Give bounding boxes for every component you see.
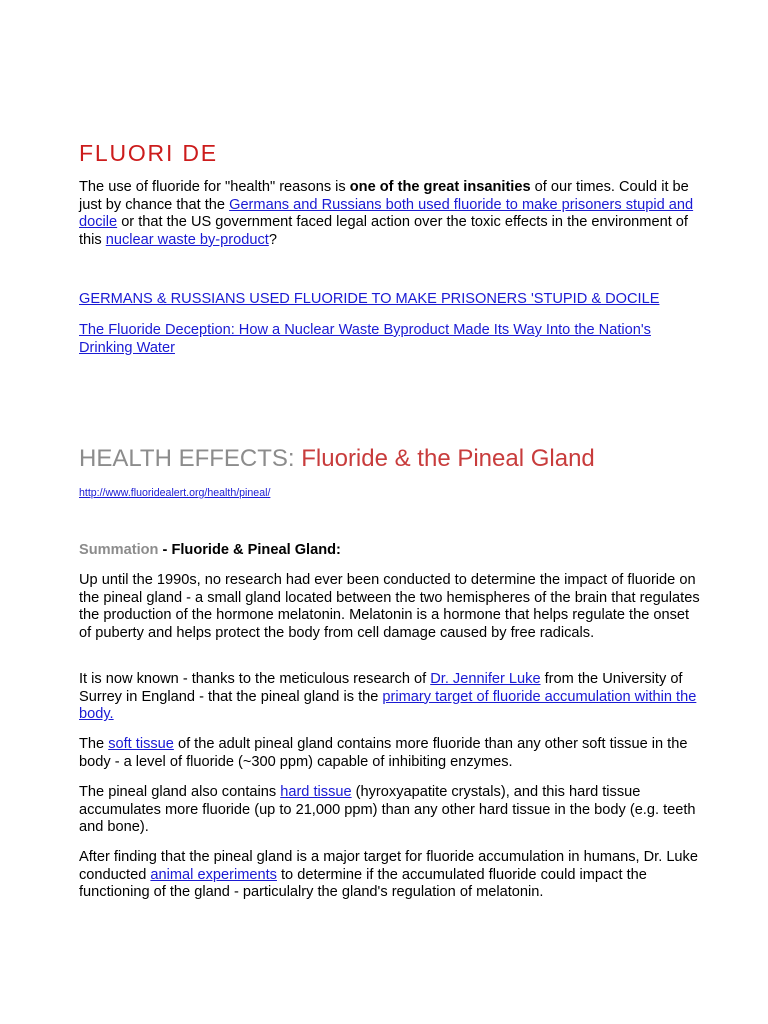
germans-russians-link[interactable]: Germans and Russians both used fluoride to make prisoners stupid and docile: [79, 196, 694, 231]
intro-paragraph: [79, 179, 705, 249]
intro-text: The use of fluoride for "health" reasons is: [79, 179, 350, 195]
paragraph-soft-tissue: [79, 736, 705, 771]
paragraph-text: The pineal gland also contains: [79, 784, 281, 800]
fluoridealert-url-link[interactable]: http://www.fluoridealert.org/health/pineal/: [79, 487, 271, 499]
paragraph-jennifer-luke: [79, 671, 705, 724]
primary-target-link[interactable]: primary target of fluoride accumulation within the body.: [79, 688, 697, 723]
germans-russians-article-link[interactable]: GERMANS & RUSSIANS USED FLUORIDE TO MAKE PRISONERS 'STUPID & DOCILE: [79, 291, 660, 307]
intro-text: or that the US government faced legal action over the toxic effects in the environment of this: [79, 214, 688, 248]
jennifer-luke-link[interactable]: Dr. Jennifer Luke: [430, 671, 541, 687]
paragraph-hard-tissue: [79, 784, 705, 837]
germans-link-paragraph: [79, 291, 705, 309]
paragraph-animal-experiments: [79, 849, 705, 902]
summation-title: - Fluoride & Pineal Gland:: [158, 542, 341, 558]
hard-tissue-link[interactable]: hard tissue: [280, 784, 352, 800]
health-effects-heading: [79, 445, 595, 473]
health-effects-lead: HEALTH EFFECTS:: [79, 445, 302, 472]
summation-label: Summation: [79, 542, 159, 558]
soft-tissue-link[interactable]: soft tissue: [108, 736, 174, 752]
intro-bold-text: one of the great insanities: [349, 179, 531, 195]
animal-experiments-link[interactable]: animal experiments: [150, 866, 277, 883]
page-title: FLUORI DE: [79, 140, 218, 166]
paragraph-text: The: [79, 736, 109, 752]
fluoride-deception-link[interactable]: The Fluoride Deception: How a Nuclear Waste Byproduct Made Its Way Into the Nation's Drinking Water: [79, 322, 651, 356]
paragraph-research-history: Up until the 1990s, no research had ever been conducted to determine the impact of fluoride on the pineal gland - a small gland located between the two hemispheres of the brain that regulates the production of the hormone melatonin. Melatonin is a hormone that helps regulate the onset of puberty and helps protect the body from cell damage caused by free radicals.: [79, 572, 700, 641]
paragraph-text: After finding that the pineal gland is a major target for fluoride accumulation in humans, Dr. Luke conducted: [79, 849, 698, 883]
paragraph-text: (hyroxyapatite crystals), and this hard tissue accumulates more fluoride (up to 21,000 ppm) than any other hard tissue in the body (e.g. teeth and bone).: [79, 784, 696, 836]
paragraph-text: from the University of Surrey in England - that the pineal gland is the: [79, 671, 683, 705]
deception-link-paragraph: [79, 322, 705, 357]
paragraph-text: of the adult pineal gland contains more fluoride than any other soft tissue in the body - a level of fluoride (~300 ppm) capable of inhibiting enzymes.: [79, 736, 688, 770]
health-effects-subject: Fluoride & the Pineal Gland: [301, 445, 595, 472]
nuclear-waste-link[interactable]: nuclear waste by-product: [105, 231, 269, 248]
paragraph-text: It is now known - thanks to the meticulous research of: [79, 671, 431, 687]
intro-text: ?: [268, 231, 277, 248]
intro-text: of our times. Could it be just by chance that the: [79, 179, 689, 213]
summation-heading: [79, 542, 341, 558]
paragraph-text: to determine if the accumulated fluoride could impact the functioning of the gland - particulalry the gland's regulation of melatonin.: [79, 866, 647, 901]
